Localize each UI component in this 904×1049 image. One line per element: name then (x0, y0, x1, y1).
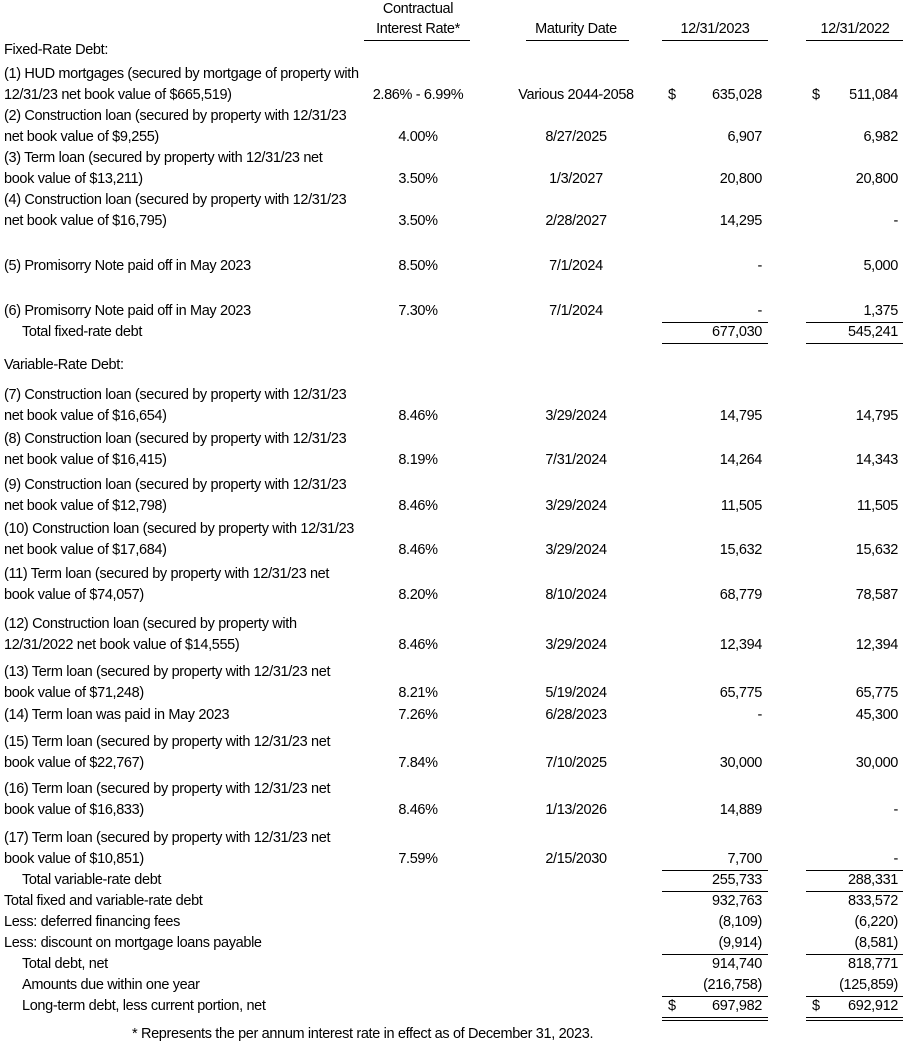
fixed-row-desc: (3) Term loan (secured by property with 12/31/23 net (4, 150, 323, 166)
variable-row-desc: book value of $22,767) (4, 755, 144, 771)
variable-row-value-2022: 78,587 (855, 587, 898, 603)
header-2022-underline (806, 40, 903, 41)
variable-row-desc: net book value of $16,654) (4, 408, 167, 424)
fixed-row-rate: 8.50% (398, 258, 438, 274)
summary-value-2023: 914,740 (712, 956, 762, 972)
longterm-rule-2023 (662, 996, 768, 997)
variable-row-rate: 8.46% (398, 802, 438, 818)
header-2023-underline (662, 40, 768, 41)
variable-row-value-2022: - (893, 802, 898, 818)
variable-row-value-2022: 14,343 (855, 452, 898, 468)
variable-row-value-2023: 65,775 (719, 685, 762, 701)
fixed-row-rate: 3.50% (398, 213, 438, 229)
variable-row-value-2023: 12,394 (719, 637, 762, 653)
variable-row-value-2023: 68,779 (719, 587, 762, 603)
fixed-row-maturity: Various 2044-2058 (518, 87, 634, 103)
variable-row-rate: 8.46% (398, 498, 438, 514)
variable-row-desc: net book value of $17,684) (4, 542, 167, 558)
variable-row-rate: 8.21% (398, 685, 438, 701)
variable-row-value-2022: 11,505 (856, 498, 898, 514)
variable-row-desc: 12/31/2022 net book value of $14,555) (4, 637, 240, 653)
variable-row-maturity: 6/28/2023 (545, 707, 607, 723)
variable-row-rate: 7.26% (398, 707, 438, 723)
fixed-row-rate: 2.86% - 6.99% (372, 87, 464, 103)
variable-row-value-2023: 11,505 (720, 498, 762, 514)
summary-value-2022: 818,771 (848, 956, 898, 972)
variable-row-value-2022: 14,795 (855, 408, 898, 424)
fixed-row-value-2023: 20,800 (719, 171, 762, 187)
section-title-variable: Variable-Rate Debt: (4, 357, 124, 373)
fixed-row-rate: 3.50% (398, 171, 438, 187)
fixed-row-maturity: 7/1/2024 (549, 303, 603, 319)
fixed-row-value-2023: - (757, 303, 762, 319)
variable-row-desc: (8) Construction loan (secured by property with 12/31/23 (4, 431, 347, 447)
header-maturity-underline (526, 40, 629, 41)
fixed-total-2022: 545,241 (848, 324, 898, 340)
fixed-row-desc: (6) Promisorry Note paid off in May 2023 (4, 303, 251, 319)
variable-row-maturity: 8/10/2024 (545, 587, 607, 603)
summary-label: Long-term debt, less current portion, net (22, 998, 266, 1014)
variable-row-maturity: 3/29/2024 (545, 637, 607, 653)
variable-row-rate: 8.46% (398, 408, 438, 424)
variable-row-desc: (15) Term loan (secured by property with 12/31/23 net (4, 734, 331, 750)
longterm-rule-2022 (806, 996, 903, 997)
variable-row-rate: 7.84% (398, 755, 438, 771)
summary-label: Less: deferred financing fees (4, 914, 181, 930)
variable-row-desc: (9) Construction loan (secured by property with 12/31/23 (4, 477, 347, 493)
variable-row-rate: 8.46% (398, 542, 438, 558)
variable-row-rate: 8.19% (398, 452, 438, 468)
variable-row-desc: (13) Term loan (secured by property with 12/31/23 net (4, 664, 331, 680)
variable-total-2022: 288,331 (848, 872, 898, 888)
longterm-double-rule-2022 (806, 1017, 903, 1021)
variable-row-value-2023: 30,000 (719, 755, 762, 771)
fixed-row-desc: 12/31/23 net book value of $665,519) (4, 87, 232, 103)
fixed-row-value-2022: 511,084 (849, 87, 898, 103)
fixed-row-rate: 4.00% (398, 129, 438, 145)
variable-row-maturity: 3/29/2024 (545, 542, 607, 558)
variable-row-value-2023: - (757, 707, 762, 723)
variable-row-desc: book value of $74,057) (4, 587, 144, 603)
header-rate-line2: Interest Rate* (376, 21, 460, 37)
fixed-row-value-2023: 6,907 (727, 129, 762, 145)
fixed-row-desc: net book value of $16,795) (4, 213, 167, 229)
summary-value-2022: (125,859) (839, 977, 898, 993)
fixed-row-value-2022: 20,800 (855, 171, 898, 187)
summary-label: Total fixed and variable-rate debt (4, 893, 203, 909)
fixed-total-bottom-2023 (662, 343, 768, 344)
fixed-row-value-2023: - (757, 258, 762, 274)
variable-row-value-2022: 15,632 (855, 542, 898, 558)
variable-row-rate: 7.59% (398, 851, 438, 867)
variable-row-value-2022: 30,000 (855, 755, 898, 771)
variable-row-value-2022: 45,300 (855, 707, 898, 723)
fixed-row-desc: net book value of $9,255) (4, 129, 159, 145)
summary-value-2022: 692,912 (848, 998, 898, 1014)
variable-row-desc: (7) Construction loan (secured by property with 12/31/23 (4, 387, 347, 403)
summary-label: Total debt, net (22, 956, 108, 972)
fixed-row-currency-2023: $ (668, 87, 676, 103)
footnote: * Represents the per annum interest rate in effect as of December 31, 2023. (132, 1026, 594, 1042)
variable-row-value-2023: 14,795 (719, 408, 762, 424)
variable-total-2023: 255,733 (712, 872, 762, 888)
variable-row-maturity: 7/31/2024 (545, 452, 607, 468)
variable-total-label: Total variable-rate debt (22, 872, 162, 888)
fixed-total-bottom-2022 (806, 343, 903, 344)
summary-value-2022: (8,581) (854, 935, 898, 951)
variable-row-desc: (11) Term loan (secured by property with 12/31/23 net (4, 566, 330, 582)
variable-row-value-2022: 12,394 (855, 637, 898, 653)
summary-value-2023: 932,763 (712, 893, 762, 909)
fixed-row-desc: (4) Construction loan (secured by property with 12/31/23 (4, 192, 347, 208)
variable-row-value-2023: 14,264 (719, 452, 762, 468)
fixed-row-desc: book value of $13,211) (4, 171, 143, 187)
variable-row-desc: book value of $10,851) (4, 851, 144, 867)
fixed-row-value-2022: 5,000 (863, 258, 898, 274)
fixed-row-rate: 7.30% (398, 303, 438, 319)
section-title-fixed: Fixed-Rate Debt: (4, 42, 108, 58)
summary-label: Amounts due within one year (22, 977, 200, 993)
variable-row-value-2022: - (893, 851, 898, 867)
net-total-rule-2023 (662, 954, 768, 955)
fixed-row-value-2022: - (893, 213, 898, 229)
summary-value-2022: 833,572 (848, 893, 898, 909)
fixed-row-currency-2022: $ (812, 87, 820, 103)
summary-value-2023: (216,758) (703, 977, 762, 993)
fixed-row-value-2022: 6,982 (863, 129, 898, 145)
fixed-row-value-2023: 14,295 (719, 213, 762, 229)
header-2023: 12/31/2023 (680, 21, 750, 37)
fixed-row-desc: (5) Promisorry Note paid off in May 2023 (4, 258, 251, 274)
variable-row-desc: (17) Term loan (secured by property with 12/31/23 net (4, 830, 331, 846)
fixed-total-2023: 677,030 (712, 324, 762, 340)
variable-row-value-2023: 7,700 (727, 851, 762, 867)
variable-row-value-2023: 14,889 (719, 802, 762, 818)
variable-row-desc: book value of $16,833) (4, 802, 144, 818)
fixed-row-desc: (1) HUD mortgages (secured by mortgage of property with (4, 66, 359, 82)
variable-row-value-2022: 65,775 (855, 685, 898, 701)
summary-value-2022: (6,220) (854, 914, 898, 930)
header-2022: 12/31/2022 (820, 21, 890, 37)
header-rate-line1: Contractual (382, 1, 454, 17)
variable-row-desc: (12) Construction loan (secured by property with (4, 616, 297, 632)
variable-row-value-2023: 15,632 (719, 542, 762, 558)
fixed-row-maturity: 8/27/2025 (545, 129, 607, 145)
variable-row-desc: net book value of $12,798) (4, 498, 167, 514)
variable-row-maturity: 3/29/2024 (545, 498, 607, 514)
variable-row-desc: book value of $71,248) (4, 685, 144, 701)
fixed-row-value-2022: 1,375 (863, 303, 898, 319)
variable-row-desc: (14) Term loan was paid in May 2023 (4, 707, 230, 723)
variable-row-maturity: 5/19/2024 (545, 685, 607, 701)
summary-currency-2023: $ (668, 998, 676, 1014)
variable-row-desc: (10) Construction loan (secured by property with 12/31/23 (4, 521, 354, 537)
variable-row-rate: 8.46% (398, 637, 438, 653)
summary-value-2023: (8,109) (718, 914, 762, 930)
net-total-rule-2022 (806, 954, 903, 955)
variable-row-maturity: 1/13/2026 (545, 802, 607, 818)
fixed-row-desc: (2) Construction loan (secured by property with 12/31/23 (4, 108, 347, 124)
summary-value-2023: 697,982 (712, 998, 762, 1014)
variable-row-desc: net book value of $16,415) (4, 452, 167, 468)
variable-row-rate: 8.20% (398, 587, 438, 603)
fixed-row-maturity: 2/28/2027 (545, 213, 607, 229)
fixed-total-label: Total fixed-rate debt (22, 324, 142, 340)
fixed-row-maturity: 7/1/2024 (549, 258, 603, 274)
header-rate-underline (364, 40, 470, 41)
header-maturity: Maturity Date (535, 21, 617, 37)
longterm-double-rule-2023 (662, 1017, 768, 1021)
variable-row-maturity: 2/15/2030 (545, 851, 607, 867)
variable-row-maturity: 7/10/2025 (545, 755, 607, 771)
variable-row-desc: (16) Term loan (secured by property with 12/31/23 net (4, 781, 331, 797)
variable-row-maturity: 3/29/2024 (545, 408, 607, 424)
summary-currency-2022: $ (812, 998, 820, 1014)
fixed-row-maturity: 1/3/2027 (549, 171, 603, 187)
summary-label: Less: discount on mortgage loans payable (4, 935, 262, 951)
fixed-row-value-2023: 635,028 (712, 87, 762, 103)
summary-value-2023: (9,914) (718, 935, 762, 951)
